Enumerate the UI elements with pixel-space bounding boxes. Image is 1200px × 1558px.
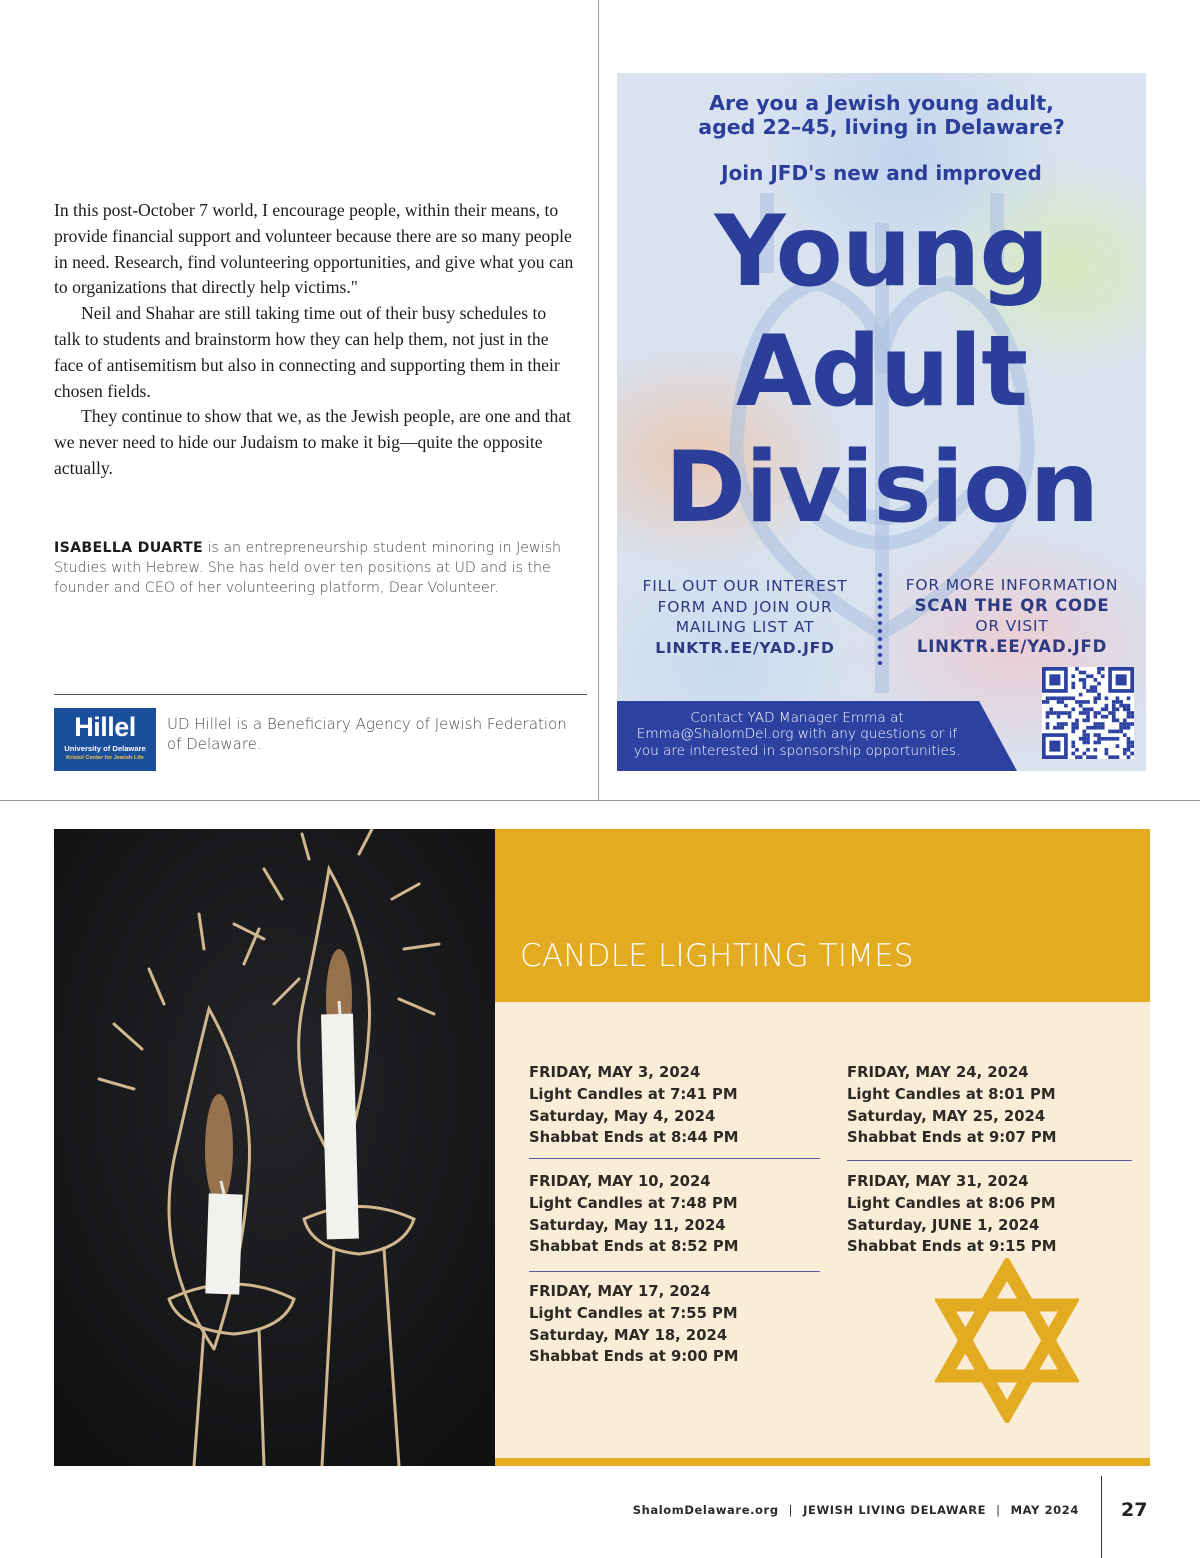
ad-more-info-text [897, 575, 1127, 657]
entry-shabbat-ends: Shabbat Ends at 9:07 PM [847, 1129, 1057, 1147]
entry-light-time: Light Candles at 7:55 PM [529, 1304, 738, 1322]
entry-divider [529, 1158, 820, 1159]
entry-date: FRIDAY, MAY 24, 2024 [847, 1064, 1029, 1081]
entry-light-time: Light Candles at 8:06 PM [847, 1194, 1056, 1212]
page-number: 27 [1121, 1499, 1148, 1521]
candle-bottom-rule [495, 1458, 1150, 1466]
article-paragraph-1: In this post-October 7 world, I encourage people, within their means, to provide financial support and volunteer because there are so many people in need. Research, find volunteering opportunities, and give what you can to organizations that directly help victims." [54, 200, 574, 298]
entry-shabbat-ends: Shabbat Ends at 8:44 PM [529, 1129, 739, 1147]
hillel-logo-center: Kristol Center for Jewish Life [66, 755, 144, 761]
ad-left-line-2: FORM AND JOIN OUR [657, 597, 833, 616]
ad-left-line-1: FILL OUT OUR INTEREST [642, 577, 848, 595]
ad-right-line-2: SCAN THE QR CODE [914, 595, 1110, 615]
footer-issue: MAY 2024 [1010, 1503, 1079, 1517]
entry-light-time: Light Candles at 7:41 PM [529, 1085, 738, 1103]
ad-join-line: Join JFD's new and improved [721, 161, 1042, 185]
entry-date: FRIDAY, MAY 17, 2024 [529, 1283, 711, 1300]
qr-code-graphic [1042, 667, 1134, 759]
candle-entry-may-24 [847, 1062, 1057, 1149]
section-divider [0, 800, 1200, 801]
star-of-david-icon [935, 1258, 1079, 1423]
ad-left-link: LINKTR.EE/YAD.JFD [655, 638, 835, 657]
chalk-candles-icon [54, 829, 495, 1466]
entry-saturday: Saturday, MAY 25, 2024 [847, 1107, 1046, 1125]
candle-entry-may-31 [847, 1171, 1057, 1258]
entry-divider [529, 1271, 820, 1272]
ad-contact-line-2: Emma@ShalomDel.org with any questions or if [636, 726, 958, 743]
footer-divider: | [996, 1503, 1001, 1517]
entry-date: FRIDAY, MAY 10, 2024 [529, 1173, 711, 1190]
entry-date: FRIDAY, MAY 3, 2024 [529, 1064, 701, 1081]
article-paragraph-3: They continue to show that we, as the Jewish people, are one and that we never need to hide our Judaism to make it big—quite the opposite actually. [54, 406, 572, 478]
ad-right-line-1: FOR MORE INFORMATION [905, 576, 1119, 594]
footer-publication: JEWISH LIVING DELAWARE [803, 1503, 987, 1517]
candle-title-band [495, 829, 1150, 1002]
ad-title-division: Division [664, 431, 1099, 545]
entry-light-time: Light Candles at 8:01 PM [847, 1085, 1056, 1103]
entry-light-time: Light Candles at 7:48 PM [529, 1194, 738, 1212]
entry-shabbat-ends: Shabbat Ends at 9:00 PM [529, 1348, 739, 1366]
footer-divider: | [788, 1503, 794, 1517]
hillel-logo [54, 708, 156, 771]
entry-date: FRIDAY, MAY 31, 2024 [847, 1173, 1029, 1190]
entry-saturday: Saturday, May 4, 2024 [529, 1107, 716, 1125]
ad-interest-form-text [635, 576, 855, 658]
ad-question [617, 91, 1146, 139]
author-bio-text: is an entrepreneurship student minoring in Jewish Studies with Hebrew. She has held over ten positions at UD and is the founder and CEO of her volunteering platform, Dear Volunteer. [54, 540, 561, 596]
entry-saturday: Saturday, JUNE 1, 2024 [847, 1216, 1040, 1234]
ad-left-line-3: MAILING LIST AT [675, 618, 815, 636]
ad-title-adult: Adult [735, 315, 1028, 429]
ad-contact-text [617, 710, 977, 759]
article-body [54, 198, 574, 482]
young-adult-division-ad [617, 73, 1146, 771]
ad-contact-line-1: Contact YAD Manager Emma at [690, 710, 904, 726]
ad-dotted-divider [878, 573, 882, 665]
entry-shabbat-ends: Shabbat Ends at 9:15 PM [847, 1238, 1057, 1256]
page-footer [633, 1503, 1079, 1517]
ad-question-line-2: aged 22–45, living in Delaware? [698, 115, 1065, 139]
chalk-candles-illustration [54, 829, 495, 1466]
entry-divider [847, 1160, 1132, 1161]
entry-shabbat-ends: Shabbat Ends at 8:52 PM [529, 1238, 739, 1256]
qr-code-icon[interactable] [1042, 667, 1134, 759]
ad-title-young: Young [714, 195, 1049, 309]
hillel-logo-university: University of Delaware [64, 744, 146, 753]
entry-saturday: Saturday, MAY 18, 2024 [529, 1326, 728, 1344]
hillel-beneficiary-note: UD Hillel is a Beneficiary Agency of Jewish Federation of Delaware. [167, 715, 567, 753]
ad-contact-line-3: you are interested in sponsorship opportunities. [633, 742, 961, 759]
candle-entry-may-10 [529, 1171, 739, 1258]
ad-right-link: LINKTR.EE/YAD.JFD [916, 636, 1108, 656]
author-bio [54, 538, 574, 598]
article-paragraph-2: Neil and Shahar are still taking time out of their busy schedules to talk to students and brainstorm how they can help them, not just in the face of antisemitism but also in connecting and supporting them in their chosen fields. [54, 303, 560, 401]
column-divider [598, 0, 599, 800]
candle-entry-may-3 [529, 1062, 739, 1149]
ad-right-line-3: OR VISIT [975, 617, 1049, 635]
ad-question-line-1: Are you a Jewish young adult, [709, 91, 1054, 115]
entry-saturday: Saturday, May 11, 2024 [529, 1216, 726, 1234]
footer-site: ShalomDelaware.org [632, 1503, 779, 1517]
candle-entry-may-17 [529, 1281, 739, 1368]
candle-lighting-title: CANDLE LIGHTING TIMES [520, 938, 914, 974]
author-name: ISABELLA DUARTE [54, 540, 203, 556]
hillel-logo-wordmark: Hillel [74, 712, 136, 742]
bio-separator [54, 694, 587, 695]
footer-rule [1101, 1476, 1102, 1558]
